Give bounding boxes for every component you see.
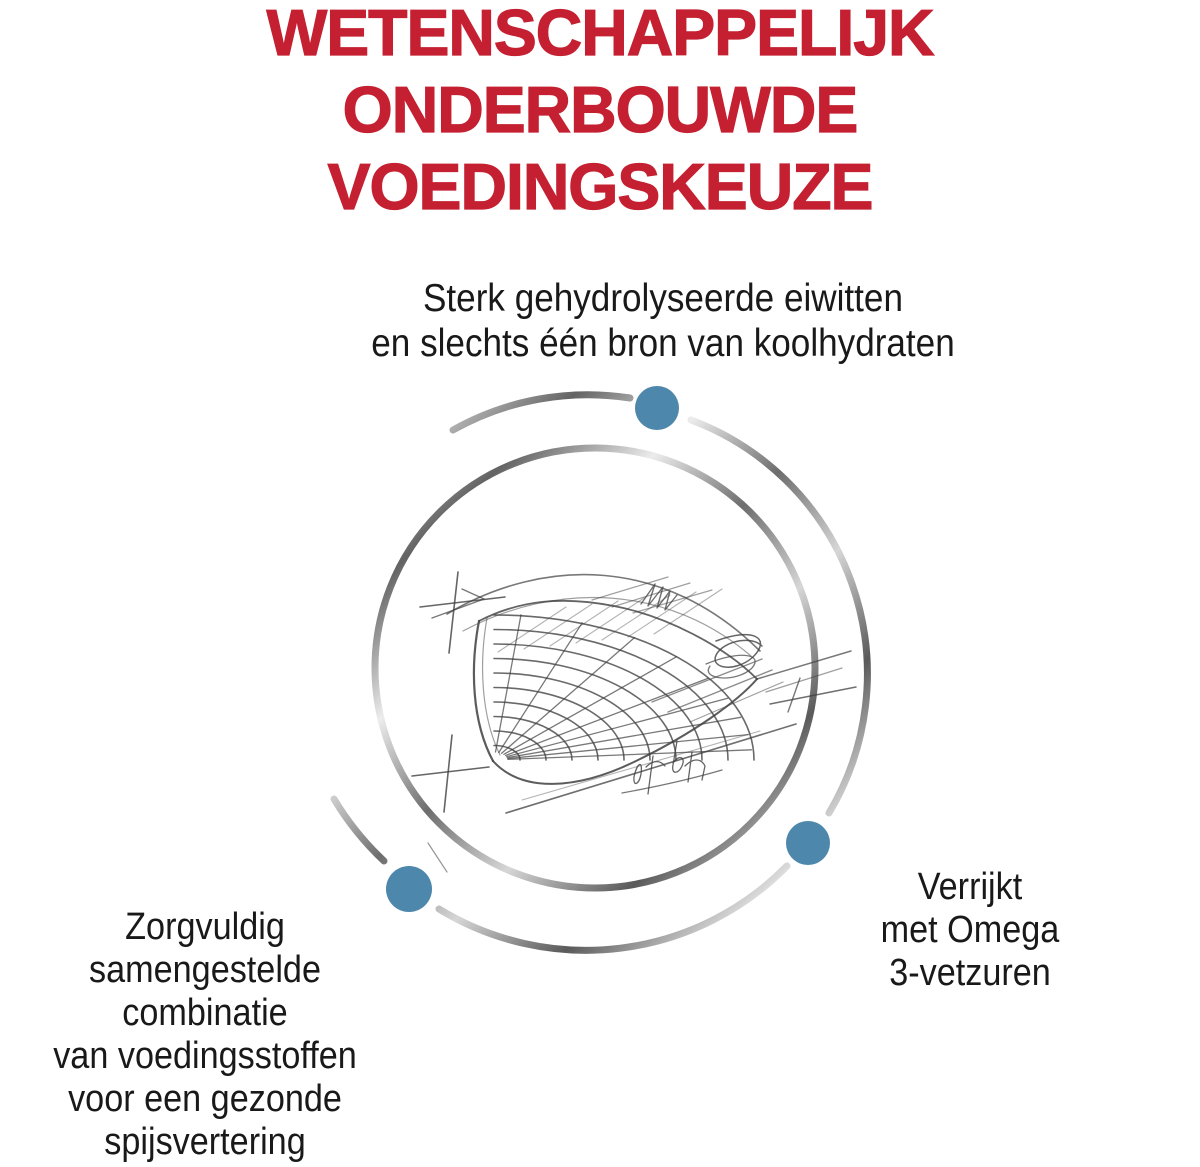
inner-ring — [375, 448, 815, 888]
callout-omega3-line2: met Omega — [880, 909, 1060, 951]
callout-digestion-line3: combinatie — [122, 992, 288, 1034]
callout-omega3-line3: 3-vetzuren — [889, 952, 1051, 994]
bullet-dot-left — [386, 866, 432, 912]
bullet-dot-top — [635, 386, 679, 430]
callout-digestion-line6: spijsvertering — [104, 1121, 306, 1163]
callout-digestion-line2: samengestelde — [89, 949, 321, 991]
outer-arc-top-left — [453, 395, 630, 430]
bullet-dot-right — [786, 821, 830, 865]
page-title-line2: VOEDINGSKEUZE — [327, 150, 873, 223]
callout-omega3-line1: Verrijkt — [917, 866, 1023, 908]
callout-protein-line2: en slechts één bron van koolhydraten — [371, 322, 955, 365]
outer-arc-bottom — [439, 866, 787, 950]
callout-digestion — [36, 906, 373, 1164]
outer-arc-bottom-left — [334, 799, 384, 861]
callout-digestion-line4: van voedingsstoffen — [53, 1035, 357, 1077]
callout-protein — [339, 276, 987, 366]
callout-protein-line1: Sterk gehydrolyseerde eiwitten — [423, 277, 903, 320]
page-title-line1: WETENSCHAPPELIJK ONDERBOUWDE — [266, 0, 934, 146]
callout-digestion-line5: voor een gezonde — [68, 1078, 342, 1120]
callout-digestion-line1: Zorgvuldig — [125, 906, 285, 948]
callout-omega3 — [871, 866, 1070, 995]
